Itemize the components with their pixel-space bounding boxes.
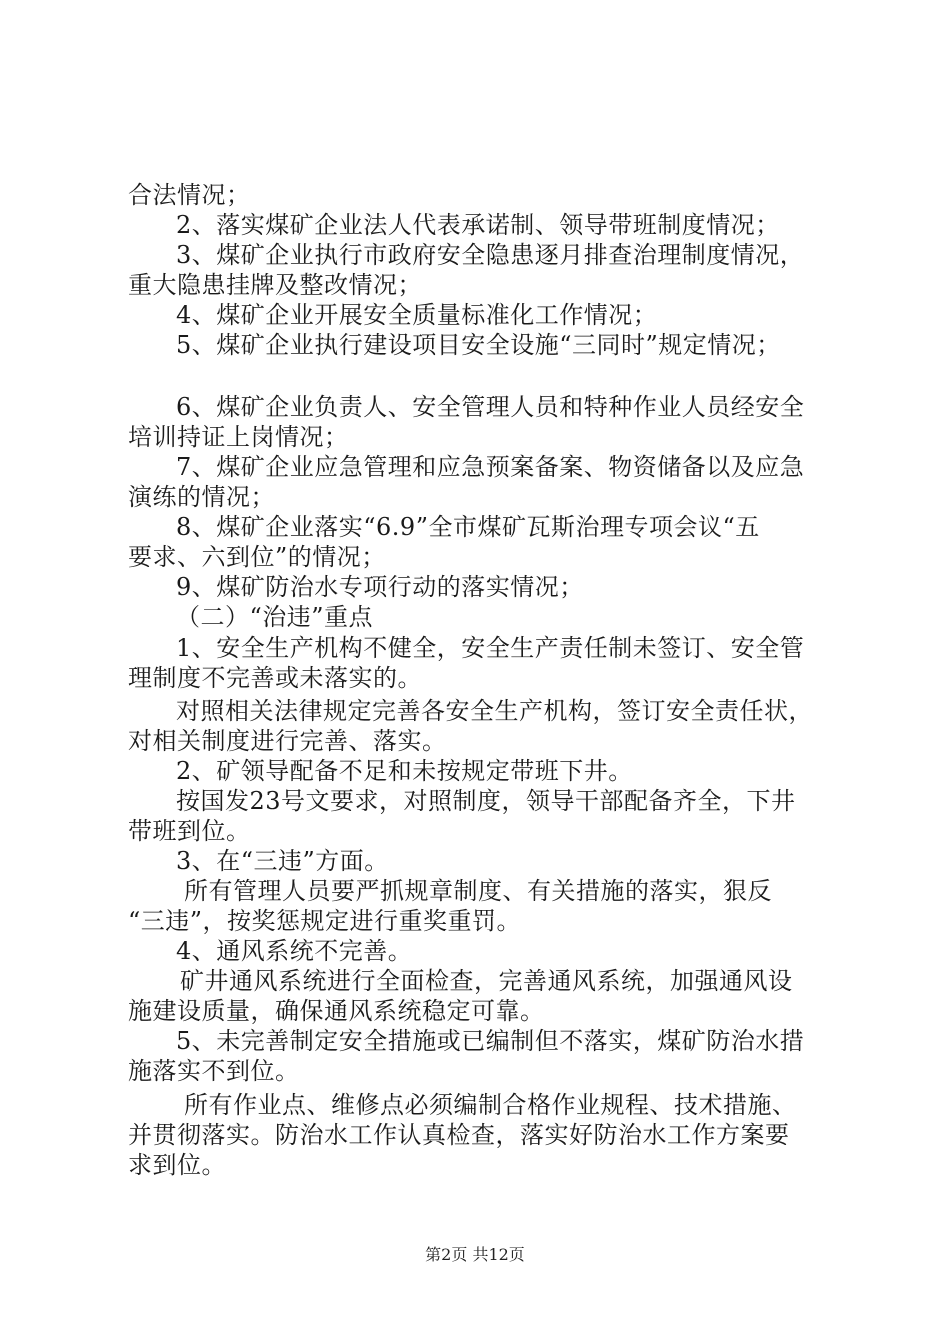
- text-line: 重大隐患挂牌及整改情况；: [128, 271, 422, 299]
- text-line: 5、未完善制定安全措施或已编制但不落实，煤矿防治水措: [176, 1027, 805, 1055]
- section-heading: （二）“治违”重点: [176, 603, 374, 631]
- text-line: 7、煤矿企业应急管理和应急预案备案、物资储备以及应急: [176, 453, 805, 481]
- text-line: 演练的情况；: [128, 483, 275, 511]
- text-line: 并贯彻落实。防治水工作认真检查，落实好防治水工作方案要: [128, 1121, 790, 1149]
- text-line: 4、通风系统不完善。: [176, 937, 413, 965]
- text-line: 施落实不到位。: [128, 1057, 300, 1085]
- text-line: 对相关制度进行完善、落实。: [128, 727, 447, 755]
- text-line: 按国发23号文要求，对照制度，领导干部配备齐全，下井: [176, 787, 796, 815]
- text-line: 矿井通风系统进行全面检查，完善通风系统，加强通风设: [180, 967, 793, 995]
- text-line: 3、在“三违”方面。: [176, 847, 389, 875]
- text-line: 5、煤矿企业执行建设项目安全设施“三同时”规定情况；: [176, 331, 781, 359]
- text-line: 6、煤矿企业负责人、安全管理人员和特种作业人员经安全: [176, 393, 805, 421]
- text-line: 4、煤矿企业开展安全质量标准化工作情况；: [176, 301, 658, 329]
- text-line: 所有作业点、维修点必须编制合格作业规程、技术措施、: [184, 1091, 797, 1119]
- text-line: 带班到位。: [128, 817, 251, 845]
- text-line: 培训持证上岗情况；: [128, 423, 349, 451]
- text-line: 8、煤矿企业落实“6.9”全市煤矿瓦斯治理专项会议“五: [176, 513, 760, 541]
- text-line: 求到位。: [128, 1151, 226, 1179]
- text-line: 3、煤矿企业执行市政府安全隐患逐月排查治理制度情况，: [176, 241, 805, 269]
- text-line: 理制度不完善或未落实的。: [128, 664, 422, 692]
- text-line: “三违”，按奖惩规定进行重奖重罚。: [128, 907, 522, 935]
- text-line: 施建设质量，确保通风系统稳定可靠。: [128, 997, 545, 1025]
- text-line: 2、落实煤矿企业法人代表承诺制、领导带班制度情况；: [176, 211, 780, 239]
- text-line: 合法情况；: [128, 181, 251, 209]
- text-line: 2、矿领导配备不足和未按规定带班下井。: [176, 757, 633, 785]
- text-line: 1、安全生产机构不健全，安全生产责任制未签订、安全管: [176, 634, 805, 662]
- page-number-footer: 第2页 共12页: [425, 1245, 525, 1264]
- text-line: 要求、六到位”的情况；: [128, 543, 386, 571]
- text-line: 所有管理人员要严抓规章制度、有关措施的落实，狠反: [184, 877, 772, 905]
- text-line: 对照相关法律规定完善各安全生产机构，签订安全责任状，: [176, 697, 813, 725]
- text-line: 9、煤矿防治水专项行动的落实情况；: [176, 573, 584, 601]
